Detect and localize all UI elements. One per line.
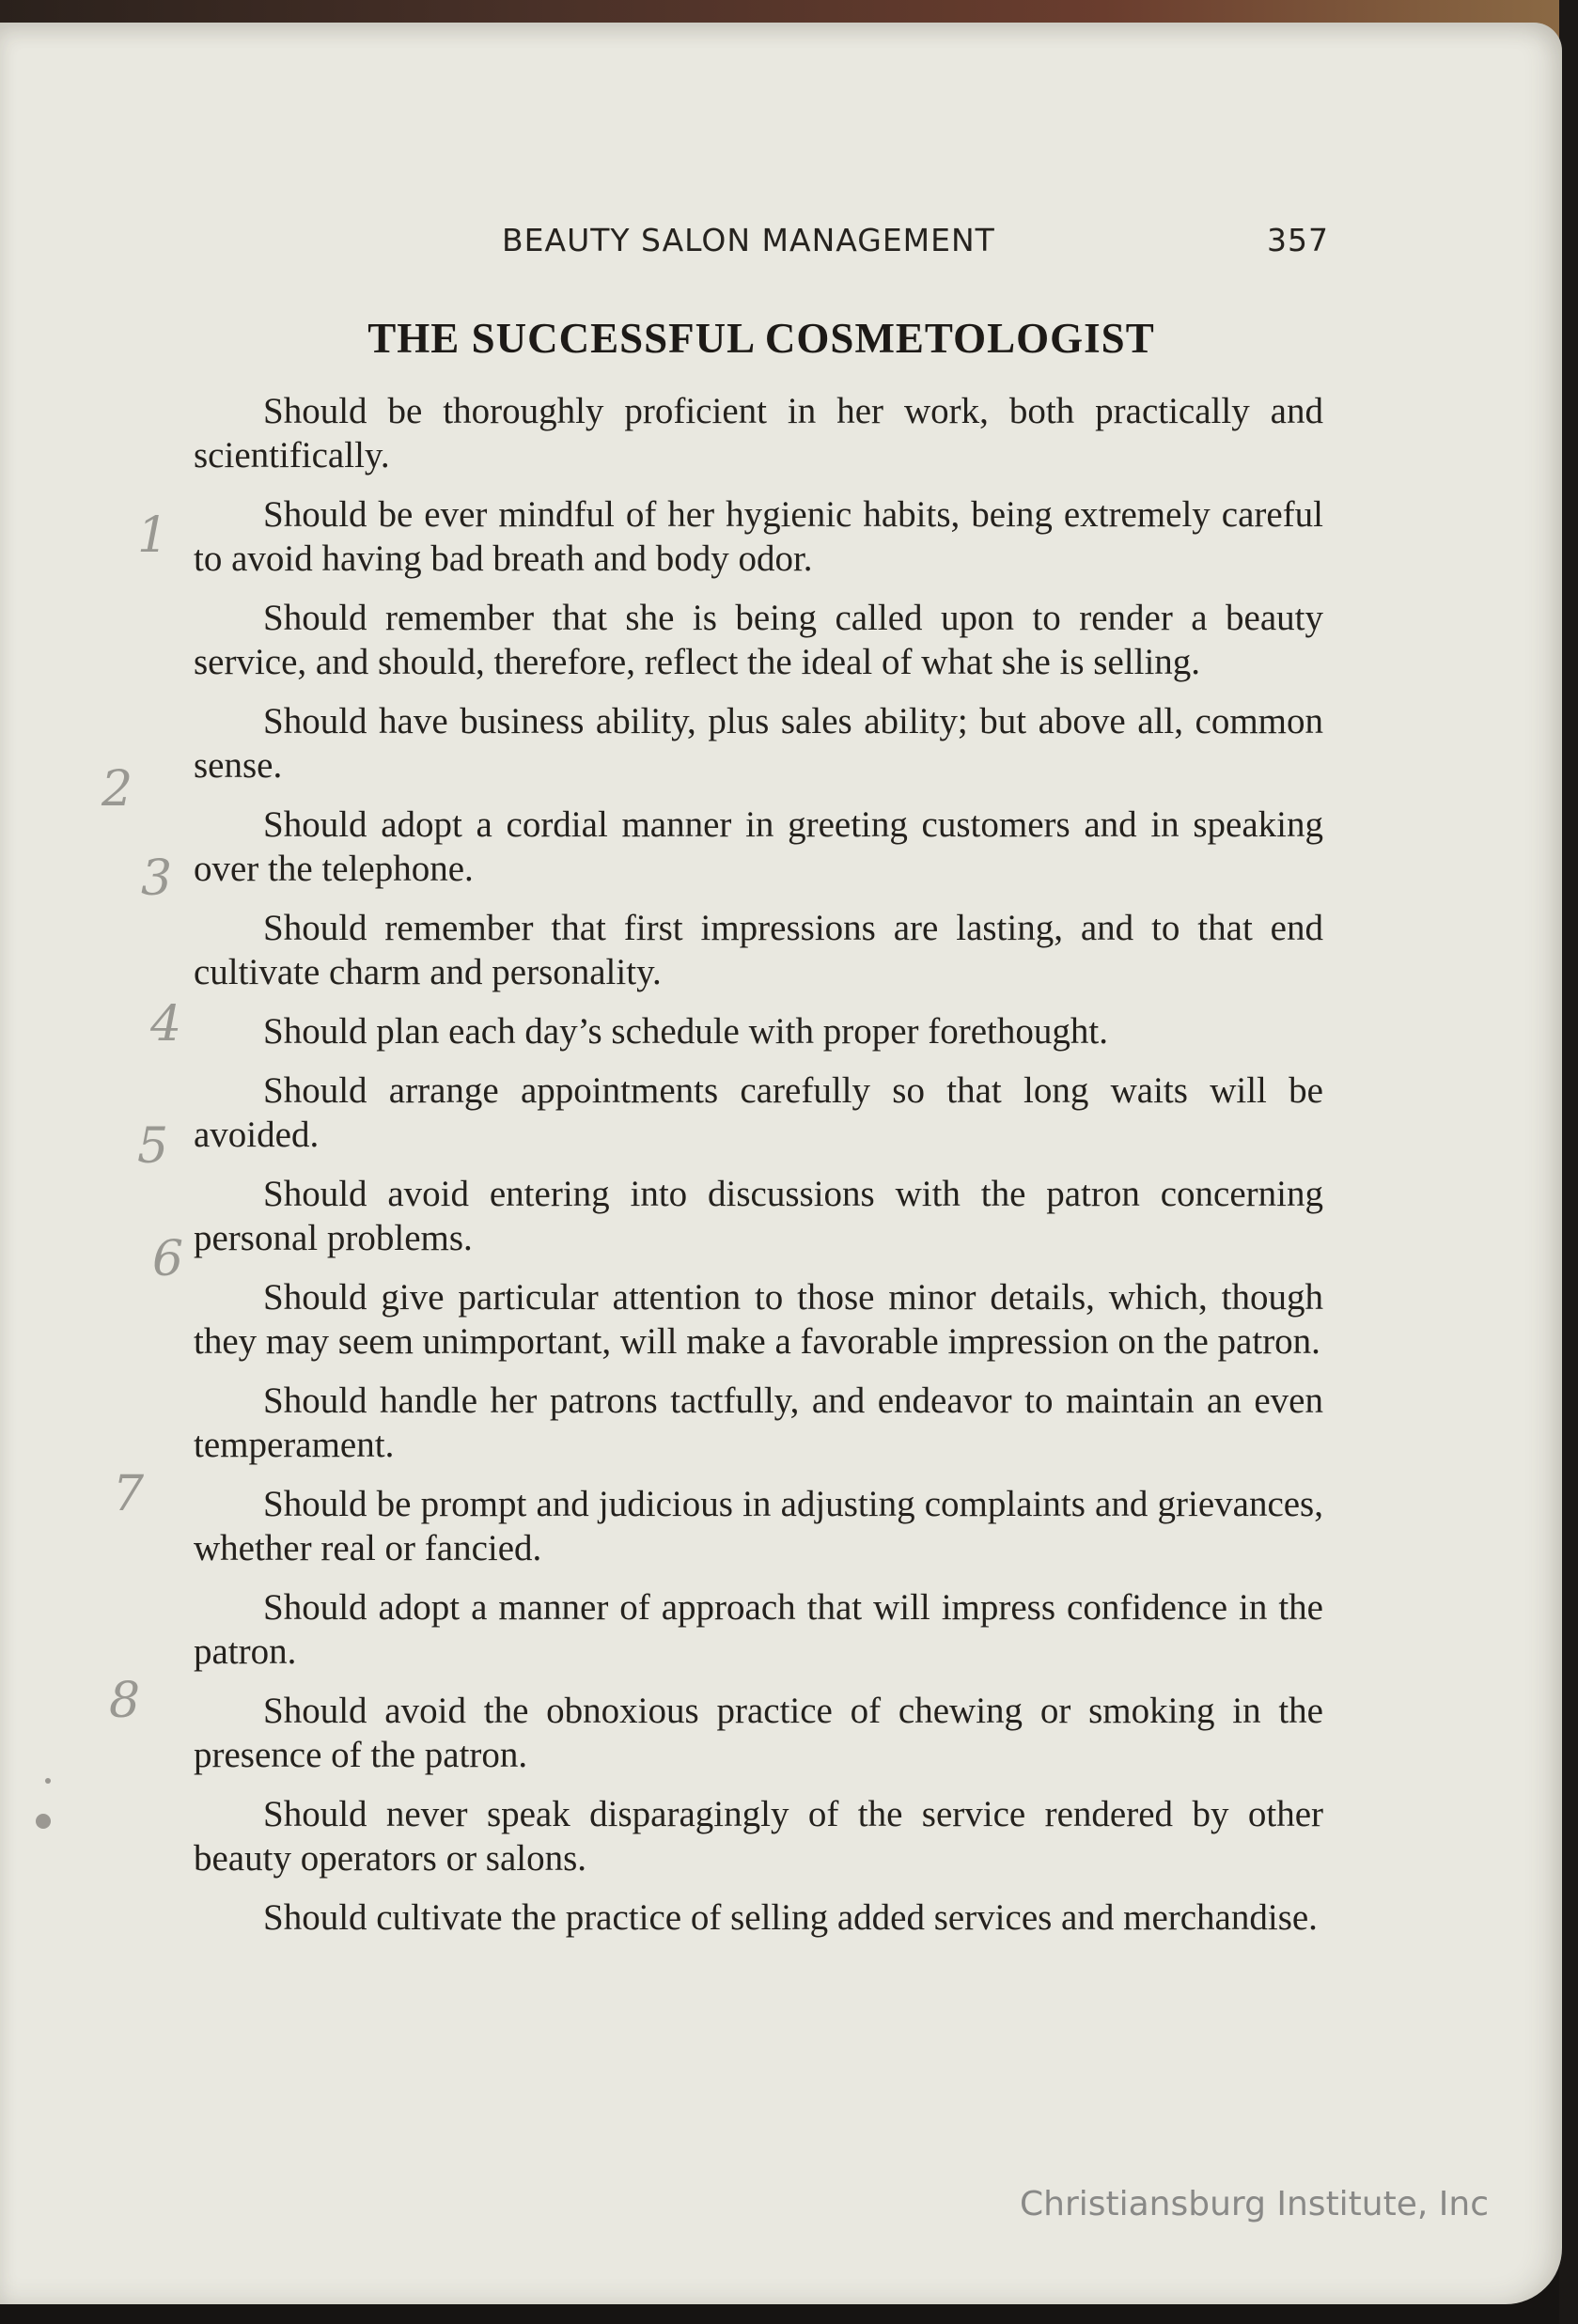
margin-note-3: 3 — [141, 850, 173, 907]
book-page — [0, 23, 1562, 2304]
watermark-text: Christiansburg Institute, Inc — [1019, 2185, 1489, 2223]
paragraph-15: Should never speak disparagingly of the service rendered by other beauty operators or salons. — [194, 1794, 1323, 1879]
running-head — [502, 222, 1329, 259]
margin-note-2: 2 — [102, 761, 133, 818]
margin-note-8: 8 — [109, 1673, 141, 1729]
paragraph-8: Should arrange appointments carefully so that long waits will be avoided. — [194, 1070, 1323, 1155]
running-title: BEAUTY SALON MANAGEMENT — [502, 222, 995, 258]
paragraph-5: Should adopt a cordial manner in greeting customers and in speaking over the telephone. — [194, 804, 1323, 889]
chapter-title: THE SUCCESSFUL COSMETOLOGIST — [367, 315, 1155, 362]
paragraph-2: Should be ever mindful of her hygienic habits, being extremely careful to avoid having bad breath and body odor. — [194, 494, 1323, 579]
paragraph-12: Should be prompt and judicious in adjusting complaints and grievances, whether real or fancied. — [194, 1484, 1323, 1568]
paragraph-14: Should avoid the obnoxious practice of chewing or smoking in the presence of the patron. — [194, 1691, 1323, 1775]
paragraph-4: Should have business ability, plus sales ability; but above all, common sense. — [194, 701, 1323, 786]
margin-note-1: 1 — [137, 507, 169, 564]
paragraph-3: Should remember that she is being called upon to render a beauty service, and should, therefore, reflect the ideal of what she is selling. — [194, 598, 1323, 682]
margin-note-5: 5 — [137, 1118, 169, 1175]
margin-note-7: 7 — [113, 1466, 145, 1522]
paragraph-9: Should avoid entering into discussions with the patron concerning personal problems. — [194, 1174, 1323, 1258]
ink-smudge — [36, 1814, 51, 1829]
ink-speck — [45, 1778, 51, 1784]
paragraph-7: Should plan each day’s schedule with proper forethought. — [263, 1011, 1108, 1052]
margin-note-4: 4 — [150, 996, 182, 1053]
page-number: 357 — [1267, 222, 1329, 258]
paragraph-13: Should adopt a manner of approach that will impress confidence in the patron. — [194, 1587, 1323, 1672]
paragraph-1: Should be thoroughly proficient in her work, both practically and scientifically. — [194, 391, 1323, 476]
paragraph-10: Should give particular attention to those minor details, which, though they may seem unimportant, will make a favorable impression on the patron. — [194, 1277, 1323, 1362]
margin-note-6: 6 — [152, 1231, 184, 1287]
paragraph-6: Should remember that first impressions are lasting, and to that end cultivate charm and personality. — [194, 908, 1323, 992]
paragraph-11: Should handle her patrons tactfully, and endeavor to maintain an even temperament. — [194, 1380, 1323, 1465]
paragraph-16: Should cultivate the practice of selling added services and merchandise. — [263, 1897, 1318, 1938]
text-block — [194, 389, 1323, 1955]
book-spine-right — [1559, 0, 1578, 2324]
